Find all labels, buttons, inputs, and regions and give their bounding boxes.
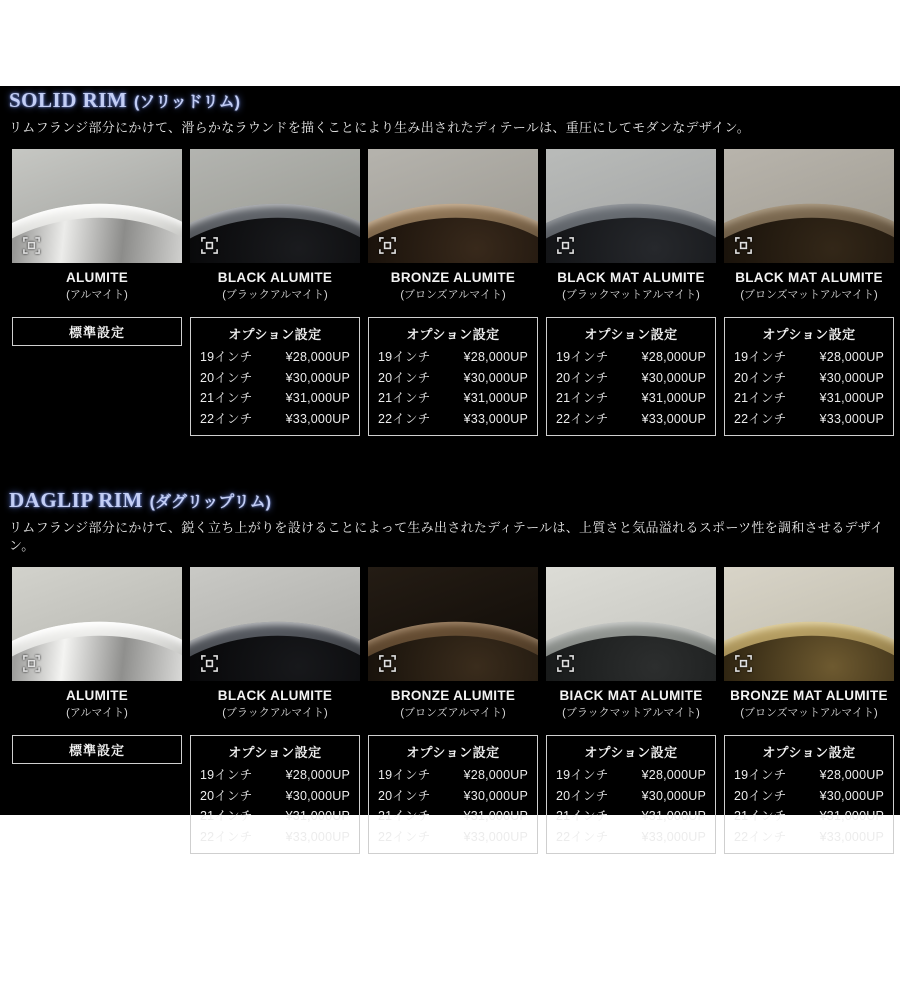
option-price-table bbox=[368, 317, 538, 436]
product-photo[interactable] bbox=[724, 149, 894, 263]
product-row bbox=[12, 149, 900, 302]
zoom-expand-icon[interactable] bbox=[556, 236, 575, 255]
section-title-reading: (ソリッドリム) bbox=[133, 94, 240, 111]
section-title bbox=[9, 488, 900, 515]
wheel-size: 19インチ bbox=[378, 350, 431, 364]
price-up: ¥31,000UP bbox=[285, 809, 350, 823]
rim-section-solid bbox=[0, 88, 900, 436]
price-up: ¥28,000UP bbox=[819, 350, 884, 364]
price-up: ¥28,000UP bbox=[641, 350, 706, 364]
option-price-row bbox=[200, 806, 350, 827]
product-reading: (ブロンズマットアルマイト) bbox=[740, 707, 878, 719]
option-price-row bbox=[734, 786, 884, 807]
price-up: ¥33,000UP bbox=[641, 829, 706, 844]
section-title bbox=[9, 88, 900, 115]
wheel-size: 20インチ bbox=[378, 788, 431, 803]
zoom-expand-icon[interactable] bbox=[200, 654, 219, 673]
product-caption bbox=[12, 688, 182, 720]
wheel-size: 21インチ bbox=[378, 809, 431, 823]
product-reading: (ブラックアルマイト) bbox=[222, 289, 328, 301]
option-setting-header: オプション設定 bbox=[762, 327, 856, 342]
product-photo[interactable] bbox=[546, 567, 716, 681]
wheel-size: 21インチ bbox=[378, 391, 431, 405]
pricing-standard-cell bbox=[12, 317, 182, 436]
option-price-row bbox=[734, 388, 884, 409]
standard-setting-label: 標準設定 bbox=[68, 743, 125, 758]
price-up: ¥33,000UP bbox=[819, 829, 884, 844]
option-price-table bbox=[190, 317, 360, 436]
option-price-row bbox=[556, 347, 706, 368]
price-up: ¥30,000UP bbox=[641, 370, 706, 385]
option-price-row bbox=[734, 368, 884, 389]
product-photo[interactable] bbox=[12, 567, 182, 681]
wheel-size: 20インチ bbox=[378, 370, 431, 385]
price-up: ¥28,000UP bbox=[285, 350, 350, 364]
price-up: ¥30,000UP bbox=[285, 788, 350, 803]
wheel-size: 20インチ bbox=[734, 370, 787, 385]
option-price-table bbox=[546, 317, 716, 436]
wheel-size: 21インチ bbox=[734, 809, 787, 823]
option-price-table bbox=[724, 735, 894, 854]
option-price-row bbox=[556, 806, 706, 827]
wheel-size: 21インチ bbox=[556, 391, 609, 405]
wheel-size: 22インチ bbox=[556, 829, 609, 844]
price-up: ¥33,000UP bbox=[463, 829, 528, 844]
product-name: BLACK MAT ALUMITE bbox=[735, 270, 883, 285]
content-panel bbox=[0, 86, 900, 844]
option-price-row bbox=[200, 827, 350, 848]
price-up: ¥31,000UP bbox=[463, 391, 528, 405]
price-up: ¥30,000UP bbox=[641, 788, 706, 803]
product-name: BLACK ALUMITE bbox=[217, 688, 333, 703]
option-setting-header: オプション設定 bbox=[406, 327, 500, 342]
product-tile bbox=[12, 567, 182, 720]
option-price-row bbox=[378, 388, 528, 409]
product-reading: (ブロンズアルマイト) bbox=[400, 707, 506, 719]
wheel-size: 19インチ bbox=[556, 350, 609, 364]
product-name: BRONZE MAT ALUMITE bbox=[730, 688, 888, 703]
product-photo[interactable] bbox=[724, 567, 894, 681]
option-price-row bbox=[200, 786, 350, 807]
wheel-size: 21インチ bbox=[200, 391, 253, 405]
price-up: ¥31,000UP bbox=[641, 391, 706, 405]
zoom-expand-icon[interactable] bbox=[22, 236, 41, 255]
zoom-expand-icon[interactable] bbox=[378, 236, 397, 255]
product-photo[interactable] bbox=[190, 149, 360, 263]
section-title-reading: (ダグリップリム) bbox=[149, 494, 271, 511]
price-up: ¥33,000UP bbox=[285, 411, 350, 426]
product-name: BRONZE ALUMITE bbox=[390, 270, 516, 285]
product-name: BRONZE ALUMITE bbox=[390, 688, 516, 703]
section-description: リムフランジ部分にかけて、鋭く立ち上がりを設けることによって生み出されたディテールは、上質さと気品溢れるスポーツ性を調和させるデザイン。 bbox=[9, 520, 884, 553]
option-price-table bbox=[190, 735, 360, 854]
price-up: ¥28,000UP bbox=[463, 768, 528, 782]
product-name: BLACK ALUMITE bbox=[217, 270, 333, 285]
option-price-row bbox=[200, 347, 350, 368]
product-tile bbox=[12, 149, 182, 302]
option-price-row bbox=[200, 765, 350, 786]
wheel-size: 19インチ bbox=[734, 350, 787, 364]
pricing-option-cell bbox=[368, 735, 538, 854]
product-caption bbox=[724, 688, 894, 720]
wheel-size: 22インチ bbox=[556, 411, 609, 426]
wheel-size: 19インチ bbox=[734, 768, 787, 782]
product-name: ALUMITE bbox=[65, 688, 129, 703]
wheel-size: 22インチ bbox=[200, 829, 253, 844]
price-up: ¥33,000UP bbox=[285, 829, 350, 844]
wheel-size: 20インチ bbox=[734, 788, 787, 803]
zoom-expand-icon[interactable] bbox=[22, 654, 41, 673]
option-price-row bbox=[556, 827, 706, 848]
product-tile bbox=[724, 567, 894, 720]
pricing-option-cell bbox=[724, 735, 894, 854]
price-up: ¥28,000UP bbox=[285, 768, 350, 782]
wheel-size: 19インチ bbox=[556, 768, 609, 782]
option-price-row bbox=[734, 827, 884, 848]
option-price-row bbox=[378, 409, 528, 430]
option-price-row bbox=[734, 347, 884, 368]
product-caption bbox=[190, 270, 360, 302]
option-setting-header: オプション設定 bbox=[584, 745, 678, 760]
section-title-en: DAGLIP RIM bbox=[9, 488, 143, 512]
option-price-row bbox=[734, 765, 884, 786]
price-up: ¥30,000UP bbox=[819, 370, 884, 385]
price-up: ¥31,000UP bbox=[463, 809, 528, 823]
price-up: ¥30,000UP bbox=[285, 370, 350, 385]
product-caption bbox=[368, 688, 538, 720]
option-price-row bbox=[378, 368, 528, 389]
pricing-row bbox=[12, 317, 900, 436]
zoom-expand-icon[interactable] bbox=[556, 654, 575, 673]
wheel-size: 19インチ bbox=[200, 350, 253, 364]
option-price-row bbox=[378, 806, 528, 827]
product-reading: (ブラックマットアルマイト) bbox=[562, 289, 700, 301]
standard-setting-box bbox=[12, 735, 182, 764]
price-up: ¥28,000UP bbox=[641, 768, 706, 782]
product-reading: (ブロンズマットアルマイト) bbox=[740, 289, 878, 301]
option-price-table bbox=[368, 735, 538, 854]
option-price-row bbox=[556, 786, 706, 807]
price-up: ¥31,000UP bbox=[285, 391, 350, 405]
product-name: BIACK MAT ALUMITE bbox=[559, 688, 703, 703]
product-reading: (ブロンズアルマイト) bbox=[400, 289, 506, 301]
option-setting-header: オプション設定 bbox=[228, 745, 322, 760]
price-up: ¥33,000UP bbox=[641, 411, 706, 426]
option-setting-header: オプション設定 bbox=[406, 745, 500, 760]
product-tile bbox=[368, 567, 538, 720]
wheel-size: 19インチ bbox=[200, 768, 253, 782]
product-caption bbox=[12, 270, 182, 302]
wheel-size: 20インチ bbox=[556, 788, 609, 803]
pricing-option-cell bbox=[724, 317, 894, 436]
product-tile bbox=[190, 149, 360, 302]
pricing-option-cell bbox=[368, 317, 538, 436]
option-price-row bbox=[556, 368, 706, 389]
price-up: ¥28,000UP bbox=[819, 768, 884, 782]
product-tile bbox=[724, 149, 894, 302]
product-caption bbox=[368, 270, 538, 302]
zoom-expand-icon[interactable] bbox=[734, 236, 753, 255]
price-up: ¥31,000UP bbox=[819, 391, 884, 405]
option-price-row bbox=[556, 388, 706, 409]
wheel-size: 21インチ bbox=[200, 809, 253, 823]
wheel-size: 22インチ bbox=[734, 829, 787, 844]
product-tile bbox=[368, 149, 538, 302]
wheel-size: 22インチ bbox=[200, 411, 253, 426]
option-setting-header: オプション設定 bbox=[228, 327, 322, 342]
product-tile bbox=[190, 567, 360, 720]
price-up: ¥33,000UP bbox=[819, 411, 884, 426]
pricing-option-cell bbox=[190, 317, 360, 436]
wheel-size: 21インチ bbox=[734, 391, 787, 405]
option-price-row bbox=[734, 409, 884, 430]
product-reading: (ブラックマットアルマイト) bbox=[562, 707, 700, 719]
section-description: リムフランジ部分にかけて、滑らかなラウンドを描くことにより生み出されたディテールは、重圧にしてモダンなデザイン。 bbox=[9, 120, 751, 135]
product-name: ALUMITE bbox=[65, 270, 129, 285]
option-setting-header: オプション設定 bbox=[584, 327, 678, 342]
option-setting-header: オプション設定 bbox=[762, 745, 856, 760]
option-price-row bbox=[378, 827, 528, 848]
price-up: ¥31,000UP bbox=[819, 809, 884, 823]
price-up: ¥30,000UP bbox=[819, 788, 884, 803]
standard-setting-box bbox=[12, 317, 182, 346]
price-up: ¥30,000UP bbox=[463, 370, 528, 385]
wheel-size: 22インチ bbox=[378, 411, 431, 426]
product-name: BLACK MAT ALUMITE bbox=[557, 270, 705, 285]
wheel-size: 21インチ bbox=[556, 809, 609, 823]
option-price-row bbox=[200, 368, 350, 389]
product-caption bbox=[724, 270, 894, 302]
product-reading: (アルマイト) bbox=[66, 707, 128, 719]
price-up: ¥33,000UP bbox=[463, 411, 528, 426]
option-price-row bbox=[734, 806, 884, 827]
wheel-size: 20インチ bbox=[556, 370, 609, 385]
product-photo[interactable] bbox=[190, 567, 360, 681]
product-caption bbox=[190, 688, 360, 720]
option-price-table bbox=[546, 735, 716, 854]
product-photo[interactable] bbox=[12, 149, 182, 263]
standard-setting-label: 標準設定 bbox=[68, 325, 125, 340]
wheel-size: 22インチ bbox=[378, 829, 431, 844]
zoom-expand-icon[interactable] bbox=[734, 654, 753, 673]
product-reading: (ブラックアルマイト) bbox=[222, 707, 328, 719]
option-price-row bbox=[556, 765, 706, 786]
option-price-row bbox=[378, 786, 528, 807]
pricing-option-cell bbox=[546, 735, 716, 854]
option-price-table bbox=[724, 317, 894, 436]
rim-section-daglip bbox=[0, 488, 900, 854]
wheel-size: 22インチ bbox=[734, 411, 787, 426]
option-price-row bbox=[378, 765, 528, 786]
price-up: ¥31,000UP bbox=[641, 809, 706, 823]
wheel-size: 20インチ bbox=[200, 370, 253, 385]
section-title-en: SOLID RIM bbox=[9, 88, 128, 112]
wheel-size: 20インチ bbox=[200, 788, 253, 803]
product-photo[interactable] bbox=[546, 149, 716, 263]
pricing-option-cell bbox=[190, 735, 360, 854]
price-up: ¥28,000UP bbox=[463, 350, 528, 364]
pricing-standard-cell bbox=[12, 735, 182, 854]
product-caption bbox=[546, 270, 716, 302]
pricing-row bbox=[12, 735, 900, 854]
product-tile bbox=[546, 567, 716, 720]
option-price-row bbox=[200, 388, 350, 409]
product-row bbox=[12, 567, 900, 720]
price-up: ¥30,000UP bbox=[463, 788, 528, 803]
option-price-row bbox=[556, 409, 706, 430]
wheel-size: 19インチ bbox=[378, 768, 431, 782]
pricing-option-cell bbox=[546, 317, 716, 436]
zoom-expand-icon[interactable] bbox=[200, 236, 219, 255]
product-caption bbox=[546, 688, 716, 720]
product-photo[interactable] bbox=[368, 567, 538, 681]
product-reading: (アルマイト) bbox=[66, 289, 128, 301]
product-photo[interactable] bbox=[368, 149, 538, 263]
option-price-row bbox=[200, 409, 350, 430]
option-price-row bbox=[378, 347, 528, 368]
zoom-expand-icon[interactable] bbox=[378, 654, 397, 673]
product-tile bbox=[546, 149, 716, 302]
